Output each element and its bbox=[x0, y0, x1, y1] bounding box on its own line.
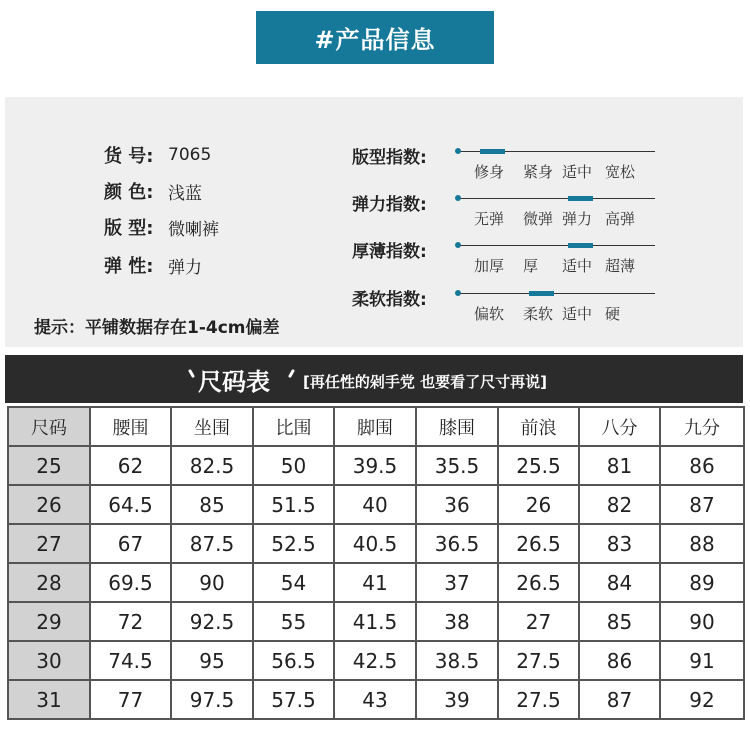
scale-selected-marker bbox=[529, 291, 554, 296]
scale-option: 无弹 bbox=[474, 210, 505, 228]
measurement-cell: 77 bbox=[90, 680, 171, 719]
measurement-cell: 74.5 bbox=[90, 641, 171, 680]
table-row bbox=[8, 563, 744, 602]
scale-option: 硬 bbox=[605, 305, 621, 323]
table-row bbox=[8, 602, 744, 641]
measurement-cell: 89 bbox=[660, 563, 744, 602]
size-cell: 30 bbox=[8, 641, 90, 680]
measurement-cell: 69.5 bbox=[90, 563, 171, 602]
scale-dot-icon bbox=[455, 148, 461, 154]
measurement-cell: 36 bbox=[416, 485, 498, 524]
measurement-cell: 90 bbox=[660, 602, 744, 641]
scale-dot-icon bbox=[455, 242, 461, 248]
table-row bbox=[8, 446, 744, 485]
measurement-cell: 97.5 bbox=[171, 680, 253, 719]
scale-selected-marker bbox=[480, 149, 505, 154]
spark-icon bbox=[288, 369, 295, 378]
measurement-cell: 27.5 bbox=[498, 680, 579, 719]
table-header-cell: 前浪 bbox=[498, 407, 579, 446]
size-cell: 29 bbox=[8, 602, 90, 641]
size-chart-banner bbox=[5, 355, 743, 403]
table-row bbox=[8, 680, 744, 719]
size-cell: 31 bbox=[8, 680, 90, 719]
measurement-cell: 26 bbox=[498, 485, 579, 524]
measurement-cell: 64.5 bbox=[90, 485, 171, 524]
table-header-cell: 八分 bbox=[579, 407, 660, 446]
scale-selected-marker bbox=[568, 196, 593, 201]
table-header-cell: 比围 bbox=[253, 407, 334, 446]
attr-label: 货 号: bbox=[104, 146, 154, 167]
measurement-cell: 91 bbox=[660, 641, 744, 680]
table-header-cell: 膝围 bbox=[416, 407, 498, 446]
table-row bbox=[8, 485, 744, 524]
scale-line bbox=[459, 198, 655, 199]
index-label: 版型指数: bbox=[352, 148, 427, 168]
measurement-cell: 39 bbox=[416, 680, 498, 719]
scale-option: 紧身 bbox=[523, 163, 554, 181]
scale-option: 高弹 bbox=[605, 210, 636, 228]
scale-option: 偏软 bbox=[474, 305, 505, 323]
attr-fit bbox=[104, 214, 219, 240]
measurement-cell: 52.5 bbox=[253, 524, 334, 563]
measurement-cell: 95 bbox=[171, 641, 253, 680]
measurement-cell: 92 bbox=[660, 680, 744, 719]
attr-value: 微喇裤 bbox=[168, 219, 219, 240]
measurement-cell: 90 bbox=[171, 563, 253, 602]
measurement-cell: 72 bbox=[90, 602, 171, 641]
measurement-cell: 83 bbox=[579, 524, 660, 563]
scale-option: 微弹 bbox=[523, 210, 554, 228]
scale-options bbox=[474, 161, 655, 182]
measurement-cell: 81 bbox=[579, 446, 660, 485]
scale-dot-icon bbox=[455, 195, 461, 201]
measurement-cell: 25.5 bbox=[498, 446, 579, 485]
scale-selected-marker bbox=[568, 243, 593, 248]
table-row bbox=[8, 641, 744, 680]
scale-option: 适中 bbox=[562, 305, 593, 323]
measurement-cell: 40 bbox=[334, 485, 416, 524]
attr-label: 弹 性: bbox=[104, 256, 154, 277]
measurement-cell: 82.5 bbox=[171, 446, 253, 485]
table-header-cell: 尺码 bbox=[8, 407, 90, 446]
spark-icon bbox=[188, 369, 195, 378]
scale-option: 柔软 bbox=[523, 305, 554, 323]
measurement-cell: 88 bbox=[660, 524, 744, 563]
attr-value: 7065 bbox=[168, 145, 212, 165]
attr-color bbox=[104, 178, 202, 204]
attr-stretch bbox=[104, 252, 202, 278]
scale-option: 弹力 bbox=[562, 210, 593, 228]
page-title: #产品信息 bbox=[256, 11, 494, 64]
size-chart-title: 尺码表 bbox=[198, 367, 270, 396]
measurement-cell: 85 bbox=[171, 485, 253, 524]
measurement-cell: 36.5 bbox=[416, 524, 498, 563]
table-header-row bbox=[8, 407, 744, 446]
measurement-cell: 86 bbox=[579, 641, 660, 680]
attr-item-number bbox=[104, 142, 211, 168]
size-chart-subtitle: [再任性的剁手党 也要看了尺寸再说] bbox=[303, 373, 547, 391]
scale-option: 宽松 bbox=[605, 163, 636, 181]
size-cell: 25 bbox=[8, 446, 90, 485]
measurement-cell: 50 bbox=[253, 446, 334, 485]
measurement-cell: 38 bbox=[416, 602, 498, 641]
attr-label: 版 型: bbox=[104, 218, 154, 239]
measurement-cell: 27.5 bbox=[498, 641, 579, 680]
measurement-cell: 39.5 bbox=[334, 446, 416, 485]
measurement-cell: 26.5 bbox=[498, 563, 579, 602]
measurement-cell: 40.5 bbox=[334, 524, 416, 563]
scale-line bbox=[459, 245, 655, 246]
size-cell: 26 bbox=[8, 485, 90, 524]
measurement-tip: 提示：平铺数据存在1-4cm偏差 bbox=[34, 318, 280, 338]
measurement-cell: 43 bbox=[334, 680, 416, 719]
table-header-cell: 坐围 bbox=[171, 407, 253, 446]
measurement-cell: 42.5 bbox=[334, 641, 416, 680]
measurement-cell: 92.5 bbox=[171, 602, 253, 641]
measurement-cell: 37 bbox=[416, 563, 498, 602]
attr-label: 颜 色: bbox=[104, 182, 154, 203]
table-header-cell: 脚围 bbox=[334, 407, 416, 446]
index-label: 弹力指数: bbox=[352, 195, 427, 215]
scale-line bbox=[459, 293, 655, 294]
scale-option: 修身 bbox=[474, 163, 505, 181]
measurement-cell: 51.5 bbox=[253, 485, 334, 524]
measurement-cell: 84 bbox=[579, 563, 660, 602]
scale-options bbox=[474, 208, 655, 229]
scale-options bbox=[474, 303, 655, 324]
scale-option: 适中 bbox=[562, 257, 593, 275]
scale-option: 适中 bbox=[562, 163, 593, 181]
size-table bbox=[7, 406, 745, 720]
measurement-cell: 85 bbox=[579, 602, 660, 641]
attr-value: 浅蓝 bbox=[168, 183, 202, 204]
measurement-cell: 55 bbox=[253, 602, 334, 641]
scale-option: 厚 bbox=[523, 257, 539, 275]
measurement-cell: 56.5 bbox=[253, 641, 334, 680]
measurement-cell: 35.5 bbox=[416, 446, 498, 485]
scale-dot-icon bbox=[455, 290, 461, 296]
size-cell: 27 bbox=[8, 524, 90, 563]
measurement-cell: 82 bbox=[579, 485, 660, 524]
scale-options bbox=[474, 255, 655, 276]
measurement-cell: 57.5 bbox=[253, 680, 334, 719]
attr-value: 弹力 bbox=[168, 257, 202, 278]
index-label: 厚薄指数: bbox=[352, 242, 427, 262]
measurement-cell: 87 bbox=[579, 680, 660, 719]
table-header-cell: 腰围 bbox=[90, 407, 171, 446]
measurement-cell: 41.5 bbox=[334, 602, 416, 641]
measurement-cell: 67 bbox=[90, 524, 171, 563]
measurement-cell: 86 bbox=[660, 446, 744, 485]
index-label: 柔软指数: bbox=[352, 290, 427, 310]
measurement-cell: 26.5 bbox=[498, 524, 579, 563]
measurement-cell: 87 bbox=[660, 485, 744, 524]
measurement-cell: 62 bbox=[90, 446, 171, 485]
table-header-cell: 九分 bbox=[660, 407, 744, 446]
scale-option: 超薄 bbox=[605, 257, 636, 275]
measurement-cell: 27 bbox=[498, 602, 579, 641]
measurement-cell: 54 bbox=[253, 563, 334, 602]
measurement-cell: 41 bbox=[334, 563, 416, 602]
size-cell: 28 bbox=[8, 563, 90, 602]
measurement-cell: 38.5 bbox=[416, 641, 498, 680]
measurement-cell: 87.5 bbox=[171, 524, 253, 563]
scale-option: 加厚 bbox=[474, 257, 505, 275]
table-row bbox=[8, 524, 744, 563]
